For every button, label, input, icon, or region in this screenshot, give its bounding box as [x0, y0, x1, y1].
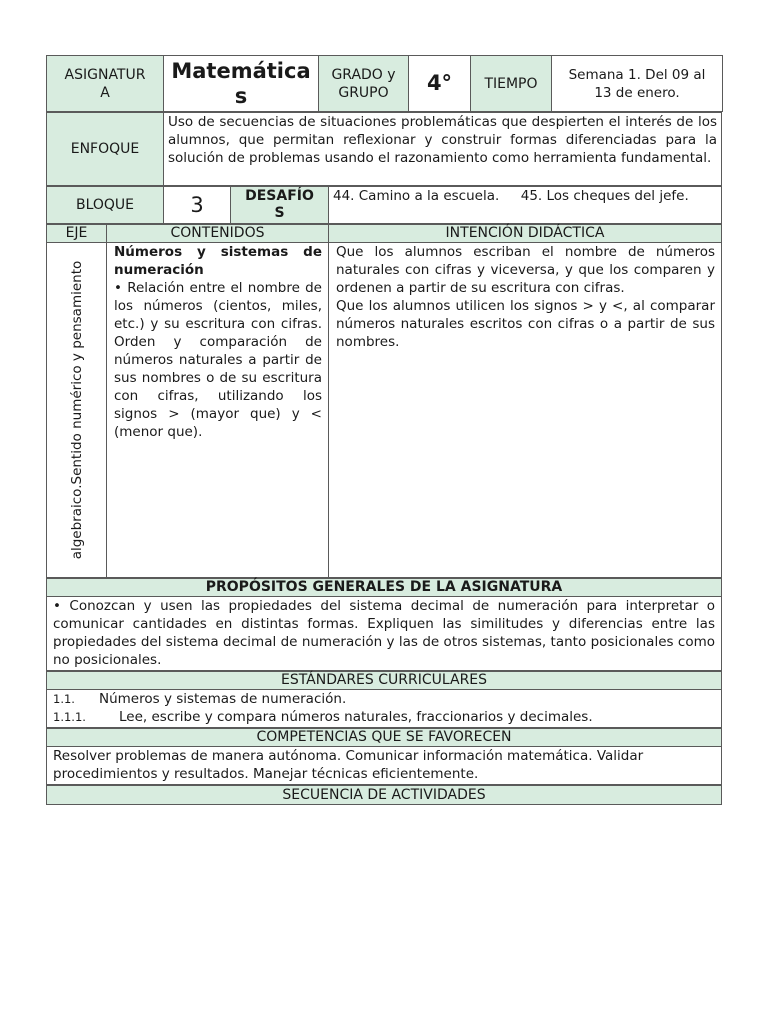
desafios-value: 44. Camino a la escuela. 45. Los cheques del jefe.	[329, 187, 722, 224]
intencion-header: INTENCIÓN DIDÁCTICA	[329, 225, 722, 243]
eje-cell	[47, 243, 107, 578]
secuencia-title: SECUENCIA DE ACTIVIDADES	[47, 786, 722, 805]
content-table	[46, 224, 722, 578]
lesson-plan-sheet	[46, 55, 722, 805]
bloque-table	[46, 186, 722, 224]
contenidos-title: Números y sistemas de numeración	[114, 244, 322, 278]
eje-header: EJE	[47, 225, 107, 243]
propositos-title: PROPÓSITOS GENERALES DE LA ASIGNATURA	[47, 579, 722, 597]
contenidos-text: • Relación entre el nombre de los números (cientos, miles, etc.) y su escritura con cifras. Orden y comparación de números naturales a partir de sus nombres o de su escritura con cifras, utilizando los signos > (mayor que) y < (menor que).	[114, 280, 322, 440]
estandar-num: 1.1.	[53, 692, 75, 706]
grado-label: GRADO y GRUPO	[319, 56, 409, 112]
enfoque-text: Uso de secuencias de situaciones problemáticas que despierten el interés de los alumnos, que permitan reflexionar y construir formas diferenciadas para la solución de problemas usando el razonamiento como herramienta fundamental.	[164, 113, 722, 186]
intencion-p1: Que los alumnos escriban el nombre de números naturales con cifras y viceversa, y que los comparen y ordenen a partir de su escritura con cifras.	[336, 244, 715, 296]
enfoque-label: ENFOQUE	[47, 113, 164, 186]
estandares-title: ESTÁNDARES CURRICULARES	[47, 672, 722, 690]
tiempo-label: TIEMPO	[471, 56, 552, 112]
contenidos-cell	[107, 243, 329, 578]
contenidos-header: CONTENIDOS	[107, 225, 329, 243]
estandar-num: 1.1.1.	[53, 710, 86, 724]
bloque-value: 3	[164, 187, 231, 224]
estandar-text: Números y sistemas de numeración.	[99, 691, 347, 707]
estandar-item	[53, 708, 717, 726]
competencias-title: COMPETENCIAS QUE SE FAVORECEN	[47, 729, 722, 747]
asignatura-value: Matemáticas	[164, 56, 319, 112]
estandar-item	[53, 690, 717, 708]
header-table	[46, 55, 723, 112]
desafios-label: DESAFÍOS	[231, 187, 329, 224]
enfoque-table	[46, 112, 722, 186]
eje-text: algebraico.Sentido numérico y pensamiento	[68, 260, 85, 560]
bloque-label: BLOQUE	[47, 187, 164, 224]
intencion-p2: Que los alumnos utilicen los signos > y <, al comparar números naturales escritos con cifras o a partir de sus nombres.	[336, 298, 715, 350]
tiempo-value: Semana 1. Del 09 al 13 de enero.	[552, 56, 723, 112]
estandares-list	[47, 690, 722, 728]
grado-value: 4°	[409, 56, 471, 112]
secuencia-table	[46, 785, 722, 805]
propositos-table	[46, 578, 722, 671]
propositos-text: • Conozcan y usen las propiedades del sistema decimal de numeración para interpretar o comunicar cantidades en distintas formas. Expliquen las similitudes y diferencias entre las propiedades del sistema decimal de numeración y las de otros sistemas, tanto posicionales como no posicionales.	[47, 597, 722, 671]
competencias-table	[46, 728, 722, 785]
competencias-text: Resolver problemas de manera autónoma. Comunicar información matemática. Validar procedimientos y resultados. Manejar técnicas eficientemente.	[47, 747, 722, 785]
estandar-text: Lee, escribe y compara números naturales, fraccionarios y decimales.	[119, 709, 593, 725]
intencion-cell	[329, 243, 722, 578]
estandares-table	[46, 671, 722, 728]
asignatura-label: ASIGNATURA	[47, 56, 164, 112]
